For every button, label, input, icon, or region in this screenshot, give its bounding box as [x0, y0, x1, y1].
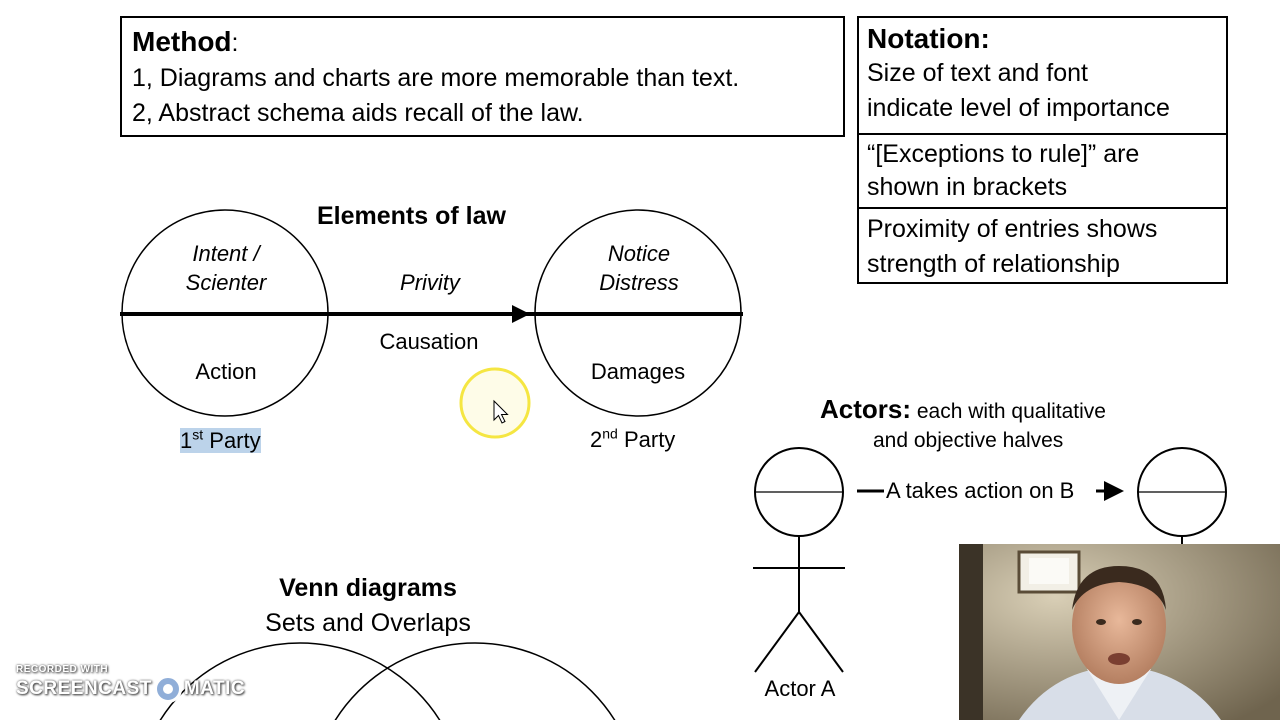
actor-a-right-leg — [799, 612, 843, 672]
notation-item-3b: strength of relationship — [867, 250, 1120, 278]
method-title-line: Method: — [132, 26, 239, 57]
webcam-overlay — [959, 544, 1280, 720]
watermark-text-a: SCREENCAST — [16, 678, 152, 699]
actor-a-label: Actor A — [764, 676, 836, 701]
watermark-text-b: MATIC — [183, 678, 246, 699]
second-party-number: 2 — [590, 427, 603, 452]
method-line-1: 1, Diagrams and charts are more memorable than text. — [132, 64, 740, 92]
middle-top-label: Privity — [400, 270, 460, 295]
watermark-line-1: RECORDED WITH — [16, 664, 109, 675]
watermark-line-2 — [16, 675, 245, 703]
venn-title: Venn diagrams — [279, 574, 457, 602]
notation-title: Notation: — [867, 23, 990, 54]
right-top-line-2: Distress — [599, 270, 679, 295]
notation-item-2a: “[Exceptions to rule]” are — [867, 140, 1140, 168]
action-label: A takes action on B — [886, 478, 1075, 503]
notation-item-3a: Proximity of entries shows — [867, 215, 1158, 243]
right-bottom-label: Damages — [590, 359, 686, 384]
causation-arrowhead — [512, 305, 530, 323]
first-party-highlight — [180, 428, 261, 453]
left-bottom-label: Action — [195, 359, 257, 384]
actor-a-left-leg — [755, 612, 799, 672]
second-party-suffix: nd — [602, 425, 618, 442]
notation-item-1b: indicate level of importance — [867, 94, 1170, 122]
first-party-label — [180, 428, 261, 454]
elements-title: Elements of law — [317, 202, 506, 230]
actors-desc-2: and objective halves — [873, 429, 1064, 452]
action-arrowhead — [1104, 481, 1124, 501]
left-top-line-2: Scienter — [185, 270, 267, 295]
first-party-number: 1 — [180, 428, 193, 453]
second-party-label — [590, 427, 675, 453]
notation-item-1a: Size of text and font — [867, 59, 1088, 87]
method-title: Method — [132, 26, 232, 57]
first-party-suffix: st — [192, 426, 204, 443]
screencast-watermark — [16, 664, 245, 703]
second-party-word: Party — [623, 427, 676, 452]
webcam-image — [959, 544, 1280, 720]
notation-item-2b: shown in brackets — [867, 173, 1068, 201]
middle-bottom-label: Causation — [379, 329, 479, 354]
left-top-line-1: Intent / — [192, 241, 260, 266]
right-top-line-1: Notice — [607, 241, 671, 266]
actors-title: Actors: — [820, 394, 912, 424]
actors-heading — [820, 394, 1106, 425]
screencast-logo-icon — [154, 675, 182, 703]
first-party-word: Party — [209, 428, 261, 453]
method-line-2: 2, Abstract schema aids recall of the law. — [132, 99, 584, 127]
venn-subtitle: Sets and Overlaps — [265, 609, 471, 637]
actors-desc-1: each with qualitative — [916, 400, 1106, 423]
